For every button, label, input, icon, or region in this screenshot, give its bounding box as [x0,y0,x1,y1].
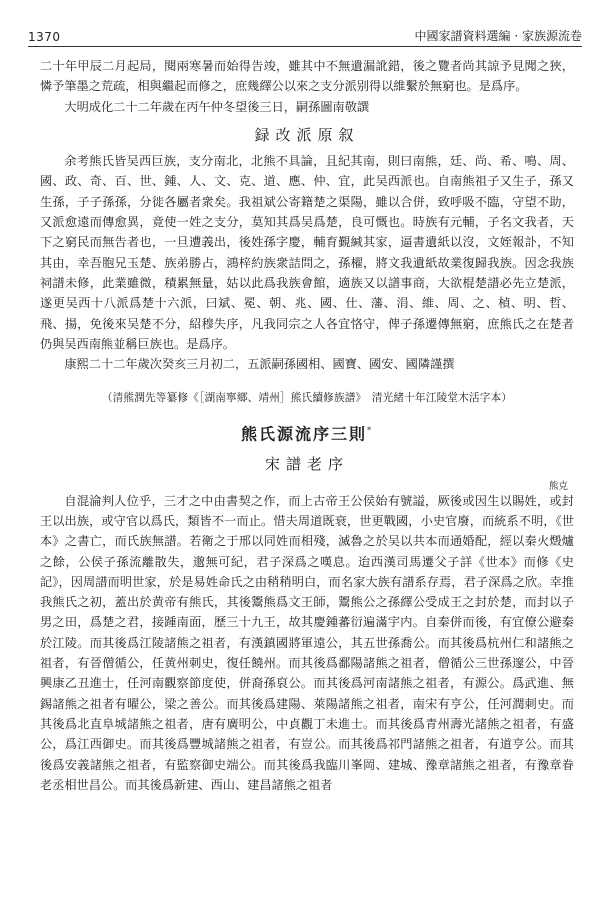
page-header [28,22,582,44]
section-title-lu-gai-pai-yuan-xu: 録改派原叙 [254,125,360,144]
colophon-chenghua: 大明成化二十二年歲在丙午仲冬望後三日，嗣孫圖南敬譔 [64,99,370,114]
section-title-song-pu-lao-xu: 宋譜老序 [264,455,349,474]
page-number: 1370 [28,30,61,44]
page-body [40,56,574,795]
header-rule [28,46,582,47]
author-name: 熊克 [548,480,568,492]
section-paragraph-song-preface: 自混淪判人位乎，三才之中由書契之作，而上古帝王公侯始有號謚，厥後或因生以賜姓，或封王以出族，或守官以爲氏，類皆不一而止。惜夫周道既衰，世更戰國，小史官廢，而統系不明，《世本》之書亡，而氏族無譜。若衛之于邢以同姓而相殘，滅魯之於吴以共本而通婚配，經以秦火燬爐之餘，公侯子孫流離散失，邈無可紀，君子深爲之嘆息。迨西漢司馬遷父子詳《世本》而修《史記》，因周譜而明世家，於是易姓命氏之由稍稍明白，而名家大族有譜系存焉，君子深爲之欣。幸推我熊氏之初，蓋出於黄帝有熊氏，其後鬻熊爲文王師，鬻熊公之孫繹公受成王之封於楚，而封以子男之田，爲楚之君，接踵南面，歷三十九王，故其慶鍾蕃衍遍滿宇内。自秦併而後，有宜僚公避秦於江陵。而其後爲江陵諸熊之祖者，有漢鎮國將軍遠公，其五世孫喬公。而其後爲杭州仁和諸熊之祖者，有晉僧循公，任黄州刺史，復任饒州。而其後爲鄱陽諸熊之祖者，僧循公三世孫邃公，中晉興康乙丑進士，任河南觀察節度使，併裔孫裒公。而其後爲河南諸熊之祖者，有源公。爲武進、無錫諸熊之祖者有曜公，梁之善公。而其後爲建陽、萊陽諸熊之祖者，南宋有亨公，任河潤刺史。而其後爲北直阜城諸熊之祖者，唐有廣明公，中貞觀丁未進士。而其後爲青州壽光諸熊之祖者，有盛公，爲江西御史。而其後爲豐城諸熊之祖者，有豈公。而其後爲祁門諸熊之祖者，有道亨公。而其後爲安義諸熊之祖者，有監察御史端公。而其後爲我臨川峯岡、建城、豫章諸熊之祖者，有豫章眷老丞相世昌公。而其後爲新建、西山、建昌諸熊之祖者 [40,493,574,792]
footnote-mark: * [367,425,373,435]
continued-paragraph: 二十年甲辰二月起局，閱兩寒暑而始得告竣，雖其中不無遺漏訛錯，後之覽者尚其諒予見聞之狹，憐予筆墨之荒疏，相與繼起而修之，庶幾繹公以來之支分派别得以維繫於無窮也。是爲序。 [40,59,574,94]
main-title [40,421,574,445]
section-paragraph-preface: 余考熊氏皆吴西巨族，支分南北，北熊不具論，且紀其南，則曰南熊，廷、尚、希、鳴、周、國、政、奇、百、世、鍾、人、文、克、道、應、仲、宜，此吴西派也。自南熊祖子又生子，孫又生孫，子子孫孫，分徙各屬者衆矣。我祖斌公寄籍楚之渠陽，雖以合併，致呼吸不臨，守望不助，又派愈遠而傳愈異，竟使一姓之支分，莫知其爲吴爲楚，良可慨也。時族有元輔，子名文我者，天下之窮民而無告者也，一旦遭義出，後姓孫字慶，輔育覲緘其家，逼書遺紙以沒，文姪報訃，不知其由，幸吾胞兄玉楚、族弟勝占，鴻梓約族衆詰問之，孫櫂，將文我遺紙故業復歸我族。因念我族祠譜未修，此業雖微，積累無量，姑以此爲我族會館，適族又以譜事商，大欲棍楚譜必先立楚派，遂更吴西十八派爲楚十六派，曰斌、冕、朝、兆、國、仕、藩、涓、維、周、之、楨、明、哲、飛、揚，免後來吴楚不分，紹穆失序，凡我同宗之人各宜恪守，俾子孫遷傳無窮，庶熊氏之在楚者仍與吴西南熊並稱巨族也。是爲序。 [40,154,574,351]
book-title: 中國家譜資料選編 · 家族源流卷 [414,29,582,43]
colophon-kangxi: 康熙二十二年歲次癸亥三月初二，五派嗣孫國相、國寶、國安、國隣謹撰 [64,357,455,372]
source-note: （清熊潤先等纂修《［湖南寧鄉、靖州］熊氏續修族譜》 清光緒十年江陵堂木活字本） [101,392,513,405]
main-title-text: 熊氏源流序三則 [240,424,367,444]
